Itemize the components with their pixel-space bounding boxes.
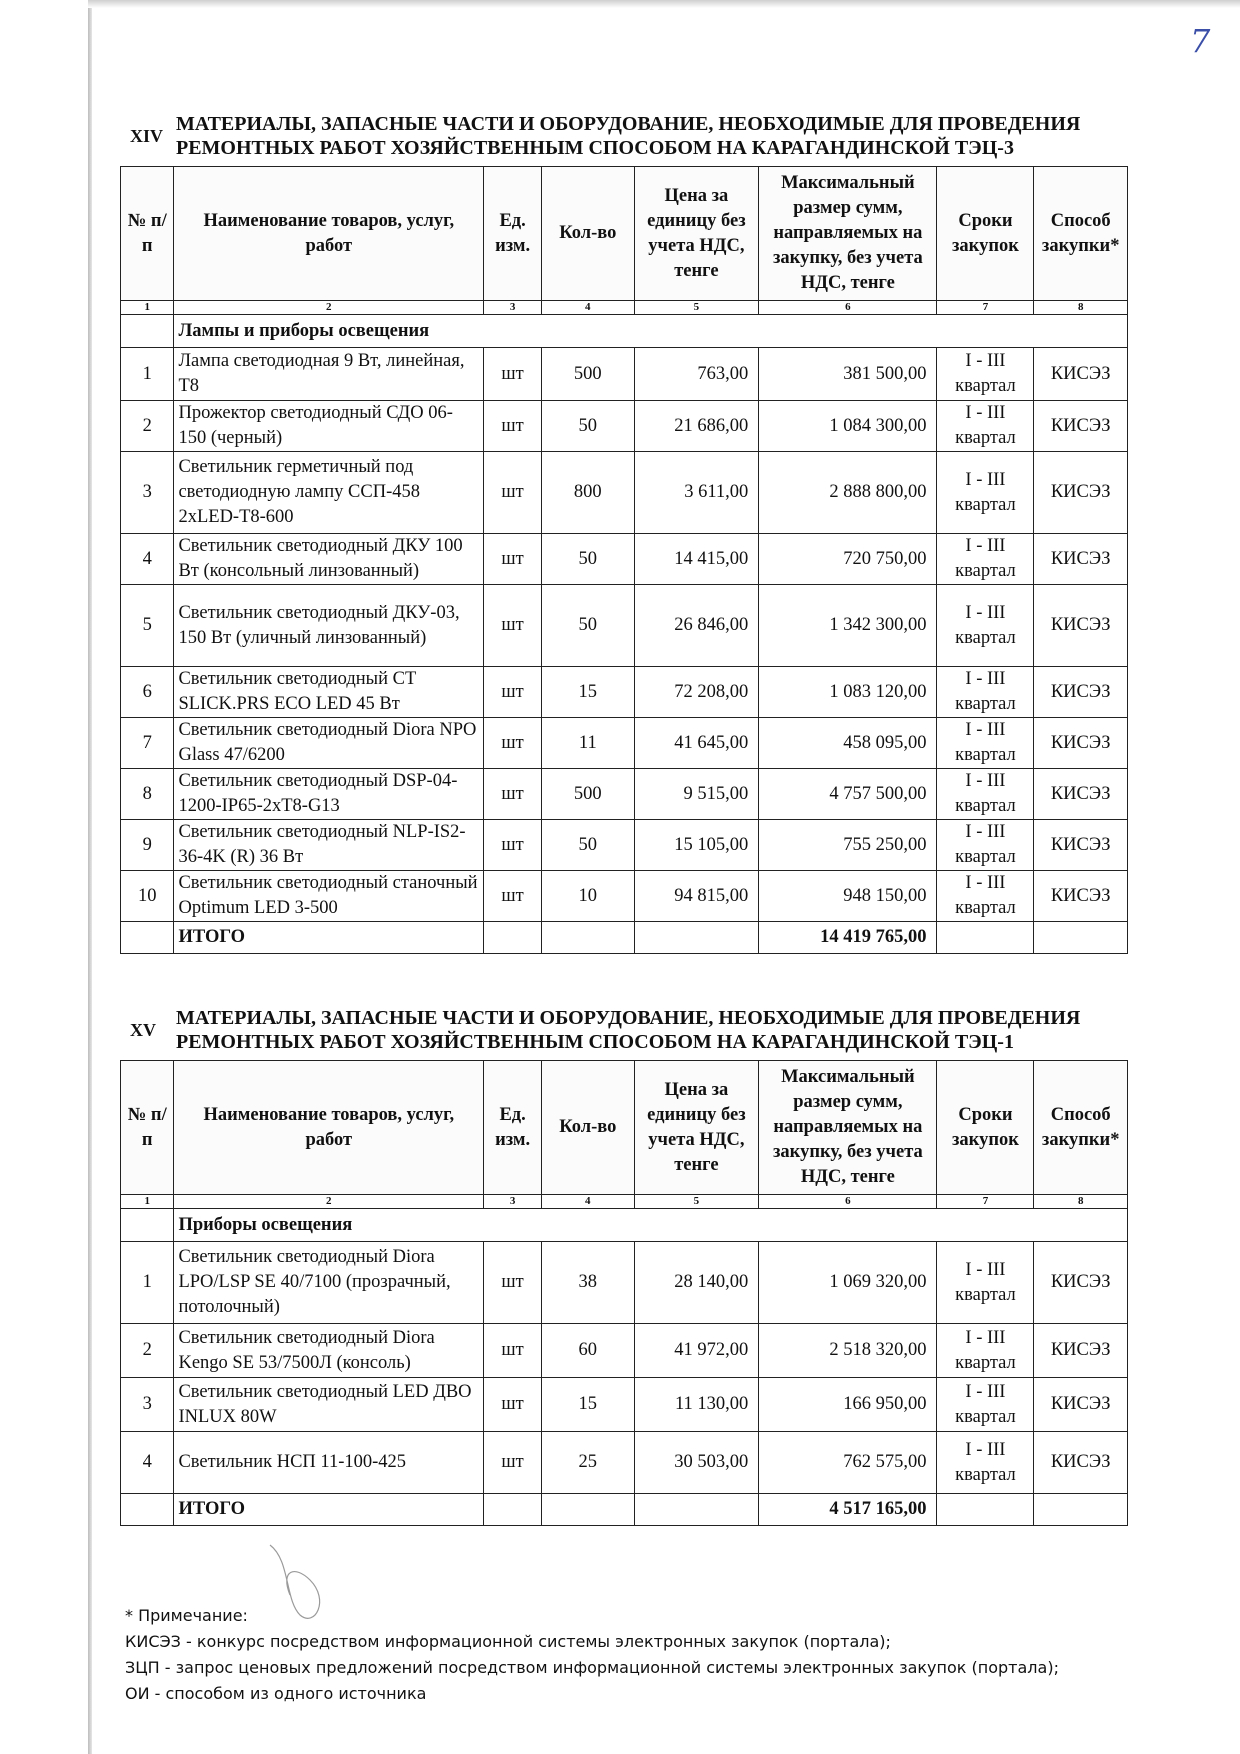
total-value: 4 517 165,00 — [759, 1494, 937, 1526]
table-row — [121, 1432, 1128, 1494]
item-qty: 15 — [542, 667, 634, 718]
table-row — [121, 871, 1128, 922]
page-top-edge — [88, 0, 1240, 8]
footnote-line: ЗЦП - запрос ценовых предложений посредством информационной системы электронных закупок (портала); — [125, 1658, 1059, 1677]
table-row — [121, 1242, 1128, 1324]
item-term: I - III квартал — [937, 1432, 1034, 1494]
col-header-price: Цена за единицу без учета НДС, тенге — [634, 1061, 759, 1195]
footnote-line: * Примечание: — [125, 1606, 248, 1625]
col-header-qty: Кол-во — [542, 167, 634, 301]
table-row — [121, 769, 1128, 820]
handwritten-page-number: 7 — [1190, 22, 1211, 60]
item-name: Светильник светодиодный Diora LPO/LSP SE 40/7100 (прозрачный, потолочный) — [174, 1242, 484, 1324]
item-max-sum: 2 518 320,00 — [759, 1324, 937, 1378]
item-method: КИСЭЗ — [1034, 718, 1128, 769]
item-price: 11 130,00 — [634, 1378, 759, 1432]
item-term: I - III квартал — [937, 871, 1034, 922]
item-method: КИСЭЗ — [1034, 1432, 1128, 1494]
column-index: 1 — [121, 1195, 174, 1209]
item-term: I - III квартал — [937, 820, 1034, 871]
item-name: Светильник герметичный под светодиодную лампу ССП-458 2xLED-T8-600 — [174, 452, 484, 534]
section-title: МАТЕРИАЛЫ, ЗАПАСНЫЕ ЧАСТИ И ОБОРУДОВАНИЕ, НЕОБХОДИМЫЕ ДЛЯ ПРОВЕДЕНИЯ РЕМОНТНЫХ РАБОТ ХОЗЯЙСТВЕННЫМ СПОСОБОМ НА КАРАГАНДИНСКОЙ ТЭЦ-1 — [176, 1007, 1081, 1053]
item-price: 30 503,00 — [634, 1432, 759, 1494]
item-price: 41 972,00 — [634, 1324, 759, 1378]
item-name: Прожектор светодиодный СДО 06-150 (черный) — [174, 401, 484, 452]
column-index: 5 — [634, 301, 759, 315]
item-qty: 800 — [542, 452, 634, 534]
item-unit: шт — [484, 1432, 542, 1494]
column-index: 4 — [542, 1195, 634, 1209]
item-max-sum: 4 757 500,00 — [759, 769, 937, 820]
item-name: Светильник светодиодный DSP-04-1200-IP65-2xT8-G13 — [174, 769, 484, 820]
column-index: 6 — [759, 1195, 937, 1209]
column-index-row — [121, 301, 1128, 315]
col-header-num: № п/п — [121, 167, 174, 301]
item-name: Светильник светодиодный NLP-IS2-36-4K (R) 36 Вт — [174, 820, 484, 871]
header-row — [121, 1061, 1128, 1195]
items-table — [120, 1060, 1128, 1526]
col-header-num: № п/п — [121, 1061, 174, 1195]
item-unit: шт — [484, 534, 542, 585]
item-price: 94 815,00 — [634, 871, 759, 922]
item-term: I - III квартал — [937, 585, 1034, 667]
item-qty: 50 — [542, 585, 634, 667]
item-name: Светильник светодиодный ДКУ 100 Вт (консольный линзованный) — [174, 534, 484, 585]
item-qty: 10 — [542, 871, 634, 922]
item-price: 21 686,00 — [634, 401, 759, 452]
col-header-terms: Сроки закупок — [937, 1061, 1034, 1195]
table-row — [121, 667, 1128, 718]
category-row — [121, 1209, 1128, 1242]
footnote-line: КИСЭЗ - конкурс посредством информационной системы электронных закупок (портала); — [125, 1632, 891, 1651]
column-index: 8 — [1034, 1195, 1128, 1209]
item-name: Светильник светодиодный CT SLICK.PRS ECO LED 45 Вт — [174, 667, 484, 718]
item-method: КИСЭЗ — [1034, 769, 1128, 820]
item-method: КИСЭЗ — [1034, 452, 1128, 534]
item-method: КИСЭЗ — [1034, 401, 1128, 452]
table-row — [121, 348, 1128, 401]
category-row — [121, 315, 1128, 348]
item-name: Светильник светодиодный Diora Kengo SE 53/7500Л (консоль) — [174, 1324, 484, 1378]
item-price: 14 415,00 — [634, 534, 759, 585]
item-qty: 15 — [542, 1378, 634, 1432]
item-name: Светильник светодиодный Diora NPO Glass 47/6200 — [174, 718, 484, 769]
item-term: I - III квартал — [937, 452, 1034, 534]
item-term: I - III квартал — [937, 1378, 1034, 1432]
table-row — [121, 1378, 1128, 1432]
column-index: 4 — [542, 301, 634, 315]
item-max-sum: 2 888 800,00 — [759, 452, 937, 534]
footnote-line: ОИ - способом из одного источника — [125, 1684, 427, 1703]
item-term: I - III квартал — [937, 534, 1034, 585]
row-number: 1 — [121, 1242, 174, 1324]
row-number: 5 — [121, 585, 174, 667]
col-header-terms: Сроки закупок — [937, 167, 1034, 301]
section-number: XIV — [130, 126, 164, 146]
item-max-sum: 166 950,00 — [759, 1378, 937, 1432]
category-label: Приборы освещения — [174, 1209, 1128, 1242]
col-header-qty: Кол-во — [542, 1061, 634, 1195]
row-number: 7 — [121, 718, 174, 769]
item-max-sum: 1 342 300,00 — [759, 585, 937, 667]
table-row — [121, 1324, 1128, 1378]
item-unit: шт — [484, 718, 542, 769]
row-number: 2 — [121, 401, 174, 452]
item-max-sum: 1 084 300,00 — [759, 401, 937, 452]
items-table — [120, 166, 1128, 954]
item-qty: 25 — [542, 1432, 634, 1494]
item-qty: 500 — [542, 348, 634, 401]
row-number: 4 — [121, 1432, 174, 1494]
item-qty: 500 — [542, 769, 634, 820]
row-number: 2 — [121, 1324, 174, 1378]
item-unit: шт — [484, 1242, 542, 1324]
section-header — [120, 112, 1128, 166]
item-term: I - III квартал — [937, 718, 1034, 769]
item-name: Светильник светодиодный LED ДВО INLUX 80W — [174, 1378, 484, 1432]
column-index: 8 — [1034, 301, 1128, 315]
item-price: 28 140,00 — [634, 1242, 759, 1324]
item-max-sum: 755 250,00 — [759, 820, 937, 871]
item-price: 9 515,00 — [634, 769, 759, 820]
item-max-sum: 720 750,00 — [759, 534, 937, 585]
item-price: 41 645,00 — [634, 718, 759, 769]
item-price: 72 208,00 — [634, 667, 759, 718]
column-index: 3 — [484, 1195, 542, 1209]
item-qty: 11 — [542, 718, 634, 769]
row-number: 1 — [121, 348, 174, 401]
item-method: КИСЭЗ — [1034, 871, 1128, 922]
item-qty: 38 — [542, 1242, 634, 1324]
column-index: 7 — [937, 1195, 1034, 1209]
col-header-max-sum: Максимальный размер сумм, направляемых на закупку, без учета НДС, тенге — [759, 167, 937, 301]
item-qty: 60 — [542, 1324, 634, 1378]
table-row — [121, 452, 1128, 534]
column-index: 1 — [121, 301, 174, 315]
total-row — [121, 1494, 1128, 1526]
col-header-price: Цена за единицу без учета НДС, тенге — [634, 167, 759, 301]
item-term: I - III квартал — [937, 1242, 1034, 1324]
item-name: Светильник светодиодный станочный Optimum LED 3-500 — [174, 871, 484, 922]
table-row — [121, 718, 1128, 769]
table-row — [121, 820, 1128, 871]
item-unit: шт — [484, 401, 542, 452]
col-header-method: Способ закупки* — [1034, 167, 1128, 301]
item-max-sum: 762 575,00 — [759, 1432, 937, 1494]
row-number: 3 — [121, 1378, 174, 1432]
column-index: 7 — [937, 301, 1034, 315]
col-header-unit: Ед. изм. — [484, 167, 542, 301]
item-unit: шт — [484, 820, 542, 871]
item-price: 3 611,00 — [634, 452, 759, 534]
row-number: 10 — [121, 871, 174, 922]
item-unit: шт — [484, 1324, 542, 1378]
item-unit: шт — [484, 769, 542, 820]
item-method: КИСЭЗ — [1034, 1242, 1128, 1324]
section-xiv — [120, 112, 1128, 954]
item-qty: 50 — [542, 401, 634, 452]
item-unit: шт — [484, 348, 542, 401]
item-method: КИСЭЗ — [1034, 348, 1128, 401]
item-term: I - III квартал — [937, 401, 1034, 452]
item-unit: шт — [484, 667, 542, 718]
item-term: I - III квартал — [937, 769, 1034, 820]
item-max-sum: 458 095,00 — [759, 718, 937, 769]
item-term: I - III квартал — [937, 348, 1034, 401]
page-binding-edge — [88, 0, 92, 1754]
item-max-sum: 948 150,00 — [759, 871, 937, 922]
table-row — [121, 401, 1128, 452]
row-number: 4 — [121, 534, 174, 585]
item-unit: шт — [484, 871, 542, 922]
col-header-unit: Ед. изм. — [484, 1061, 542, 1195]
section-title: МАТЕРИАЛЫ, ЗАПАСНЫЕ ЧАСТИ И ОБОРУДОВАНИЕ, НЕОБХОДИМЫЕ ДЛЯ ПРОВЕДЕНИЯ РЕМОНТНЫХ РАБОТ ХОЗЯЙСТВЕННЫМ СПОСОБОМ НА КАРАГАНДИНСКОЙ ТЭЦ-3 — [176, 113, 1081, 159]
column-index: 2 — [174, 301, 484, 315]
column-index: 3 — [484, 301, 542, 315]
section-xv — [120, 1006, 1128, 1526]
item-qty: 50 — [542, 534, 634, 585]
item-method: КИСЭЗ — [1034, 1378, 1128, 1432]
column-index-row — [121, 1195, 1128, 1209]
column-index: 6 — [759, 301, 937, 315]
item-term: I - III квартал — [937, 667, 1034, 718]
col-header-method: Способ закупки* — [1034, 1061, 1128, 1195]
item-method: КИСЭЗ — [1034, 585, 1128, 667]
item-qty: 50 — [542, 820, 634, 871]
item-max-sum: 381 500,00 — [759, 348, 937, 401]
total-row — [121, 922, 1128, 954]
row-number: 8 — [121, 769, 174, 820]
total-label: ИТОГО — [174, 922, 484, 954]
item-price: 26 846,00 — [634, 585, 759, 667]
item-method: КИСЭЗ — [1034, 820, 1128, 871]
table-row — [121, 585, 1128, 667]
row-number: 3 — [121, 452, 174, 534]
item-method: КИСЭЗ — [1034, 1324, 1128, 1378]
item-name: Светильник светодиодный ДКУ-03, 150 Вт (уличный линзованный) — [174, 585, 484, 667]
item-unit: шт — [484, 452, 542, 534]
section-number: XV — [130, 1020, 156, 1040]
item-max-sum: 1 083 120,00 — [759, 667, 937, 718]
item-unit: шт — [484, 1378, 542, 1432]
col-header-max-sum: Максимальный размер сумм, направляемых на закупку, без учета НДС, тенге — [759, 1061, 937, 1195]
column-index: 5 — [634, 1195, 759, 1209]
col-header-name: Наименование товаров, услуг, работ — [174, 1061, 484, 1195]
item-price: 763,00 — [634, 348, 759, 401]
total-label: ИТОГО — [174, 1494, 484, 1526]
item-name: Светильник НСП 11-100-425 — [174, 1432, 484, 1494]
category-label: Лампы и приборы освещения — [174, 315, 1128, 348]
section-header — [120, 1006, 1128, 1060]
item-price: 15 105,00 — [634, 820, 759, 871]
total-value: 14 419 765,00 — [759, 922, 937, 954]
item-max-sum: 1 069 320,00 — [759, 1242, 937, 1324]
row-number: 9 — [121, 820, 174, 871]
row-number: 6 — [121, 667, 174, 718]
col-header-name: Наименование товаров, услуг, работ — [174, 167, 484, 301]
column-index: 2 — [174, 1195, 484, 1209]
item-name: Лампа светодиодная 9 Вт, линейная, Т8 — [174, 348, 484, 401]
item-method: КИСЭЗ — [1034, 667, 1128, 718]
header-row — [121, 167, 1128, 301]
item-method: КИСЭЗ — [1034, 534, 1128, 585]
item-unit: шт — [484, 585, 542, 667]
item-term: I - III квартал — [937, 1324, 1034, 1378]
table-row — [121, 534, 1128, 585]
footnote — [125, 1603, 1059, 1707]
